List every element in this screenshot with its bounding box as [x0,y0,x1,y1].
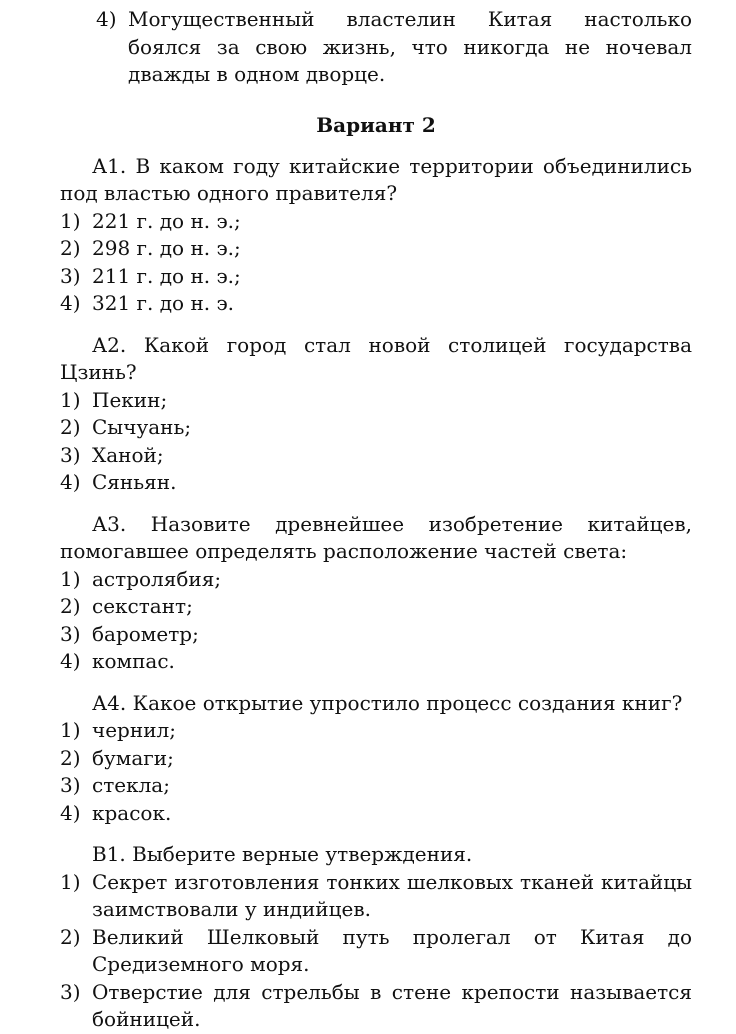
answer-option [60,745,692,773]
option-number: 2) [60,236,81,260]
option-number: 4) [60,800,81,825]
option-text: астролябия; [92,566,222,591]
answer-option [60,717,692,745]
question-prompt: В1. Выберите верные утверждения. [92,842,473,866]
question-b1 [60,841,692,1034]
option-text: секстант; [92,594,193,618]
option-number: 1) [60,718,81,742]
answer-option [60,290,692,318]
answer-option [60,235,692,263]
option-number: 1) [60,208,81,233]
answer-option [60,772,692,800]
option-text: Пекин; [92,387,168,412]
answer-option [60,869,692,924]
option-text: красок. [92,800,172,825]
option-number: 2) [60,594,81,618]
option-number: 2) [60,745,81,770]
answer-option [60,566,692,594]
option-number: 3) [60,979,81,1004]
answer-option [60,924,692,979]
answer-option [60,208,692,236]
option-number: 3) [60,621,81,646]
option-text: 221 г. до н. э.; [92,208,241,233]
question-a1 [60,153,692,318]
variant-title: Вариант 2 [316,112,436,137]
answer-option [60,979,692,1034]
question-prompt: А1. В каком году китайские территории объединились под властью одного правителя? [60,153,692,205]
question-prompt: А3. Назовите древнейшее изобретение китайцев, помогавшее определять расположение частей света: [60,511,692,563]
option-text: Секрет изготовления тонких шелковых тканей китайцы заимствовали у индийцев. [92,869,692,921]
option-text: Отверстие для стрельбы в стене крепости называется бойницей. [92,979,692,1031]
option-text: компас. [92,649,175,673]
option-text: Могущественный властелин Китая настолько боялся за свою жизнь, что никогда не ночевал дважды в одном дворце. [128,7,692,86]
answer-option [60,263,692,291]
option-number: 3) [60,773,81,797]
option-number: 3) [60,263,81,288]
option-text: 211 г. до н. э.; [92,263,241,288]
answer-option [60,414,692,442]
option-number: 3) [60,442,81,467]
option-text: Сычуань; [92,415,192,439]
option-text: 298 г. до н. э.; [92,236,241,260]
option-number: 2) [60,924,81,949]
option-text: стекла; [92,773,170,797]
option-number: 4) [60,291,81,315]
option-text: Сяньян. [92,470,177,494]
option-number: 1) [60,869,81,894]
question-prompt: А4. Какое открытие упростило процесс создания книг? [92,690,683,715]
previous-answer-option [96,6,692,89]
option-number: 4) [96,7,117,31]
answer-option [60,593,692,621]
question-a3 [60,511,692,676]
answer-option [60,800,692,828]
option-text: бумаги; [92,745,174,770]
answer-option [60,442,692,470]
option-number: 4) [60,470,81,494]
option-number: 1) [60,566,81,591]
option-number: 1) [60,387,81,412]
answer-option [60,621,692,649]
question-a4 [60,690,692,828]
answer-option [60,648,692,676]
option-text: барометр; [92,621,199,646]
option-number: 4) [60,649,81,673]
option-text: Ханой; [92,442,164,467]
question-a2 [60,332,692,497]
option-number: 2) [60,415,81,439]
option-text: 321 г. до н. э. [92,291,235,315]
option-text: чернил; [92,718,176,742]
question-prompt: А2. Какой город стал новой столицей государства Цзинь? [60,332,692,384]
answer-option [60,387,692,415]
option-text: Великий Шелковый путь пролегал от Китая до Средиземного моря. [92,924,692,976]
answer-option [60,469,692,497]
